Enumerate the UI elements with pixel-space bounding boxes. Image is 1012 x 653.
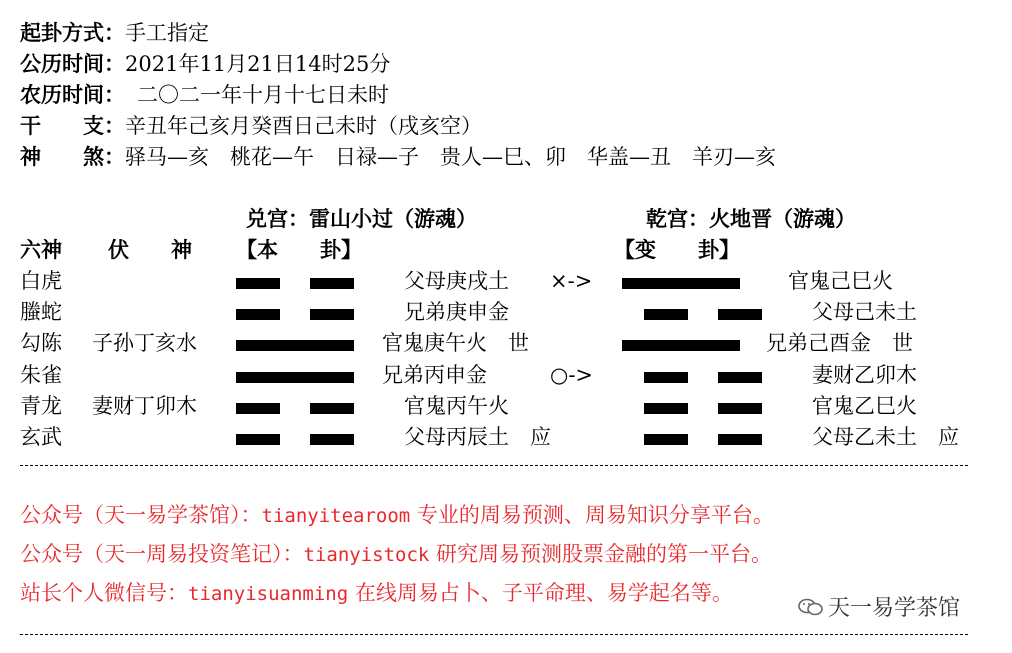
main-yin-line-segment <box>236 278 280 289</box>
separator-line-bottom <box>20 634 968 635</box>
changed-yin-line-segment <box>718 403 762 414</box>
ganzhi-label: 干 支： <box>20 113 125 138</box>
footer-line-1-suffix: 专业的周易预测、周易知识分享平台。 <box>410 503 774 527</box>
main-yin-line-segment <box>236 403 280 414</box>
changed-gua-palace: 乾宫： <box>646 206 709 231</box>
main-yin-line-segment <box>310 278 354 289</box>
main-yang-line <box>236 372 354 383</box>
shensha-row <box>20 146 776 168</box>
lunar-time-row <box>20 84 389 106</box>
shensha-value: 驿马—亥 桃花—午 日禄—子 贵人—巳、卯 华盖—丑 羊刃—亥 <box>125 145 776 169</box>
changed-yin-line-segment <box>718 434 762 445</box>
main-yao-text: 父母庚戌土 <box>404 269 509 293</box>
liushen-label: 玄武 <box>20 425 62 449</box>
wechat-icon <box>798 598 824 616</box>
footer-line-1-id: tianyitearoom <box>261 505 411 527</box>
changed-yin-line-segment <box>644 434 688 445</box>
changed-yao-text: 官鬼乙巳火 <box>812 393 917 418</box>
footer-line-3 <box>20 583 733 604</box>
changed-gua-name: 火地晋（游魂） <box>709 206 856 231</box>
lunar-label: 农历时间： <box>20 82 125 107</box>
changed-yin-line-segment <box>718 372 762 383</box>
ganzhi-value: 辛丑年己亥月癸酉日己未时（戌亥空） <box>125 114 482 138</box>
main-yin-line-segment <box>310 434 354 445</box>
footer-line-2-id: tianyistock <box>303 544 430 566</box>
liushen-label: 螣蛇 <box>20 300 62 325</box>
footer-line-1-prefix: 公众号（天一易学茶馆）： <box>20 503 262 527</box>
col-fushen: 伏 神 <box>108 237 192 262</box>
solar-time-row <box>20 53 390 75</box>
moving-marker: ×-> <box>550 269 593 293</box>
method-row <box>20 22 209 44</box>
main-yang-line <box>236 340 354 351</box>
method-value: 手工指定 <box>125 21 209 45</box>
separator-line-top <box>20 465 968 466</box>
changed-gua-title <box>646 208 856 229</box>
changed-yao-text: 兄弟己酉金 世 <box>766 331 913 356</box>
ganzhi-row <box>20 115 482 137</box>
col-ben-gua: 【本 卦】 <box>236 237 362 262</box>
changed-yang-line <box>622 278 740 289</box>
moving-marker: ○-> <box>550 362 594 387</box>
method-label: 起卦方式： <box>20 20 125 45</box>
watermark-text: 天一易学茶馆 <box>828 596 961 621</box>
solar-value: 2021年11月21日14时25分 <box>125 52 391 76</box>
footer-line-2 <box>20 544 772 565</box>
main-yin-line-segment <box>310 403 354 414</box>
liushen-label: 朱雀 <box>20 362 62 387</box>
fushen-label: 子孙丁亥水 <box>92 331 197 356</box>
changed-yao-text: 妻财乙卯木 <box>812 362 917 387</box>
main-gua-palace: 兑宫： <box>246 206 309 231</box>
changed-yin-line-segment <box>644 372 688 383</box>
main-gua-name: 雷山小过（游魂） <box>309 206 477 231</box>
footer-line-2-suffix: 研究周易预测股票金融的第一平台。 <box>429 542 773 566</box>
changed-yao-text: 官鬼己巳火 <box>788 269 893 293</box>
liushen-label: 勾陈 <box>20 331 62 356</box>
changed-yao-text: 父母己未土 <box>812 300 917 325</box>
main-yin-line-segment <box>310 309 354 320</box>
main-yin-line-segment <box>236 434 280 445</box>
col-liushen: 六神 <box>20 237 62 262</box>
liushen-label: 白虎 <box>20 269 62 293</box>
footer-line-3-prefix: 站长个人微信号： <box>20 581 188 605</box>
changed-yin-line-segment <box>644 403 688 414</box>
footer-line-1 <box>20 505 774 526</box>
main-yin-line-segment <box>236 309 280 320</box>
lunar-value: 二〇二一年十月十七日未时 <box>137 83 389 107</box>
footer-line-3-id: tianyisuanming <box>188 583 349 605</box>
liushen-label: 青龙 <box>20 393 62 418</box>
changed-yin-line-segment <box>718 309 762 320</box>
main-yao-text: 官鬼庚午火 世 <box>382 331 529 356</box>
shensha-label: 神 煞： <box>20 144 125 169</box>
fushen-label: 妻财丁卯木 <box>92 393 197 418</box>
changed-yin-line-segment <box>644 309 688 320</box>
main-gua-title <box>246 208 477 229</box>
changed-yang-line <box>622 340 740 351</box>
col-bian-gua: 【变 卦】 <box>614 237 740 262</box>
main-yao-text: 兄弟丙申金 <box>382 362 487 387</box>
main-yao-text: 父母丙辰土 应 <box>404 425 551 449</box>
changed-yao-text: 父母乙未土 应 <box>812 425 959 449</box>
solar-label: 公历时间： <box>20 51 125 76</box>
main-yao-text: 官鬼丙午火 <box>404 393 509 418</box>
footer-line-2-prefix: 公众号（天一周易投资笔记）： <box>20 542 304 566</box>
main-yao-text: 兄弟庚申金 <box>404 300 509 325</box>
footer-line-3-suffix: 在线周易占卜、子平命理、易学起名等。 <box>348 581 733 605</box>
